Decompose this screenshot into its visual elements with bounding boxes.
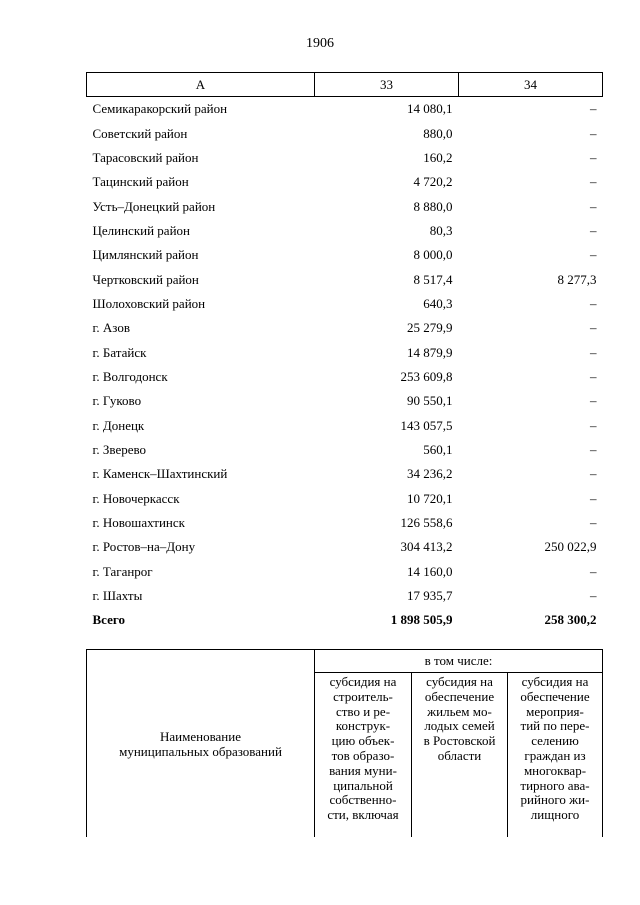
value-34: – [590, 344, 597, 360]
subsidy-header-line: субсидия на [521, 675, 589, 689]
value-34: 250 022,9 [544, 539, 597, 555]
municipality-name: г. Зверево [92, 441, 147, 457]
subsidy-header-line: селению [531, 733, 579, 749]
subsidy-header-construction [315, 673, 412, 838]
municipality-name: Целинский район [92, 222, 190, 238]
municipality-header-cell [87, 650, 315, 838]
header-table [86, 649, 603, 837]
municipality-name: г. Новочеркасск [92, 490, 180, 506]
total-row [87, 608, 603, 632]
value-33: 143 057,5 [400, 417, 453, 433]
value-34: – [590, 222, 597, 238]
value-34: 8 277,3 [557, 271, 597, 287]
value-34: – [590, 125, 597, 141]
value-33: 4 720,2 [413, 174, 453, 190]
subsidy-header-line: лищного [530, 807, 580, 823]
page-number: 1906 [306, 36, 334, 51]
subsidy-header-line: рийного жи- [520, 792, 590, 808]
value-34: – [590, 490, 597, 506]
municipality-name: г. Новошахтинск [92, 515, 185, 531]
value-34: – [590, 393, 597, 409]
value-33: 10 720,1 [407, 490, 453, 506]
value-34: – [590, 198, 597, 214]
value-34: 258 300,2 [544, 612, 597, 628]
municipality-name: Семикаракорский район [92, 101, 228, 117]
municipality-header-line: Наименование [160, 728, 241, 744]
value-34: – [590, 101, 597, 117]
table-row [87, 584, 603, 608]
value-34: – [590, 149, 597, 165]
municipality-name: г. Азов [92, 320, 130, 336]
municipality-name: Советский район [92, 125, 188, 141]
subsidy-header-line: строитель- [333, 688, 393, 704]
value-34: – [590, 515, 597, 531]
value-33: 14 879,9 [407, 344, 453, 360]
table-row [87, 316, 603, 340]
value-33: 253 609,8 [400, 368, 453, 384]
table-header-row [87, 73, 603, 97]
value-33: 8 880,0 [413, 198, 453, 214]
subsidy-header-line: ципальной [333, 777, 393, 793]
value-34: – [590, 466, 597, 482]
value-33: 1 898 505,9 [390, 612, 453, 628]
value-34: – [590, 295, 597, 311]
municipality-name: Всего [92, 612, 125, 628]
municipality-name: г. Гуково [92, 393, 142, 409]
subsidy-header-line: граждан из [524, 747, 586, 763]
subsidy-header-line: субсидия на [329, 675, 397, 689]
column-header-a: А [87, 73, 315, 97]
municipality-name: г. Ростов–на–Дону [92, 539, 196, 555]
subsidy-header-line: сти, включая [327, 807, 399, 823]
table-row [87, 121, 603, 145]
column-header-33: 33 [315, 73, 459, 97]
municipality-name: Чертковский район [92, 271, 199, 287]
table-row [87, 487, 603, 511]
value-33: 304 413,2 [400, 539, 453, 555]
value-33: 80,3 [429, 222, 453, 238]
subsidy-header-line: тирного ава- [520, 777, 590, 793]
value-34: – [590, 441, 597, 457]
municipality-name: Цимлянский район [92, 247, 199, 263]
value-34: – [590, 247, 597, 263]
table-row [87, 413, 603, 437]
municipality-name: г. Волгодонск [92, 368, 168, 384]
subsidy-header-line: конструк- [335, 718, 391, 734]
value-34: – [590, 588, 597, 604]
subsidy-header-line: тий по пере- [520, 718, 590, 734]
subsidy-header-line: мероприя- [526, 703, 584, 719]
column-header-34: 34 [459, 73, 603, 97]
municipality-name: Шолоховский район [92, 295, 206, 311]
subsidy-header-line: жильем мо- [427, 703, 492, 719]
municipality-header-line: муниципальных образований [119, 743, 282, 759]
value-33: 880,0 [423, 125, 453, 141]
table-row [87, 389, 603, 413]
municipality-name: Тацинский район [92, 174, 189, 190]
subsidy-table [86, 72, 603, 633]
table-row [87, 365, 603, 389]
municipality-name: г. Каменск–Шахтинский [92, 466, 228, 482]
table-row [87, 511, 603, 535]
municipality-name: г. Донецк [92, 417, 145, 433]
value-33: 17 935,7 [407, 588, 453, 604]
municipality-name: г. Батайск [92, 344, 147, 360]
group-header: в том числе: [315, 650, 603, 673]
table-row [87, 170, 603, 194]
table-row [87, 560, 603, 584]
table-row [87, 267, 603, 291]
municipality-name: Тарасовский район [92, 149, 199, 165]
subsidy-header-line: в Ростовской [423, 733, 496, 749]
value-33: 8 000,0 [413, 247, 453, 263]
value-33: 14 080,1 [407, 101, 453, 117]
table-row [87, 438, 603, 462]
value-33: 34 236,2 [407, 466, 453, 482]
value-34: – [590, 320, 597, 336]
subsidy-header-young-families [412, 673, 508, 838]
table-row [87, 535, 603, 559]
table-row [87, 97, 603, 122]
value-34: – [590, 368, 597, 384]
table-row [87, 340, 603, 364]
municipality-name: Усть–Донецкий район [92, 198, 216, 214]
subsidy-header-line: лодых семей [424, 718, 495, 734]
value-33: 126 558,6 [400, 515, 453, 531]
subsidy-header-line: ство и ре- [335, 703, 391, 719]
value-33: 560,1 [423, 441, 453, 457]
value-33: 160,2 [423, 149, 453, 165]
table-row [87, 194, 603, 218]
table-row [87, 146, 603, 170]
subsidy-header-line: субсидия на [426, 675, 493, 689]
value-33: 25 279,9 [407, 320, 453, 336]
table-row [87, 292, 603, 316]
value-34: – [590, 417, 597, 433]
value-34: – [590, 174, 597, 190]
subsidy-header-line: области [437, 747, 482, 763]
table-row [87, 219, 603, 243]
value-34: – [590, 563, 597, 579]
table-row [87, 243, 603, 267]
table-row [87, 462, 603, 486]
subsidy-header-line: обеспечение [520, 688, 590, 704]
municipality-name: г. Шахты [92, 588, 143, 604]
value-33: 90 550,1 [407, 393, 453, 409]
subsidy-header-line: обеспечение [424, 688, 495, 704]
value-33: 8 517,4 [413, 271, 453, 287]
subsidy-header-line: тов образо- [331, 747, 395, 763]
subsidy-header-line: цию объек- [331, 733, 395, 749]
subsidy-header-resettlement [508, 673, 603, 838]
value-33: 14 160,0 [407, 563, 453, 579]
subsidy-header-line: собственно- [329, 792, 397, 808]
subsidy-header-line: многоквар- [523, 762, 587, 778]
subsidy-header-line: вания муни- [329, 762, 397, 778]
value-33: 640,3 [423, 295, 453, 311]
municipality-name: г. Таганрог [92, 563, 153, 579]
table-body [87, 97, 603, 633]
